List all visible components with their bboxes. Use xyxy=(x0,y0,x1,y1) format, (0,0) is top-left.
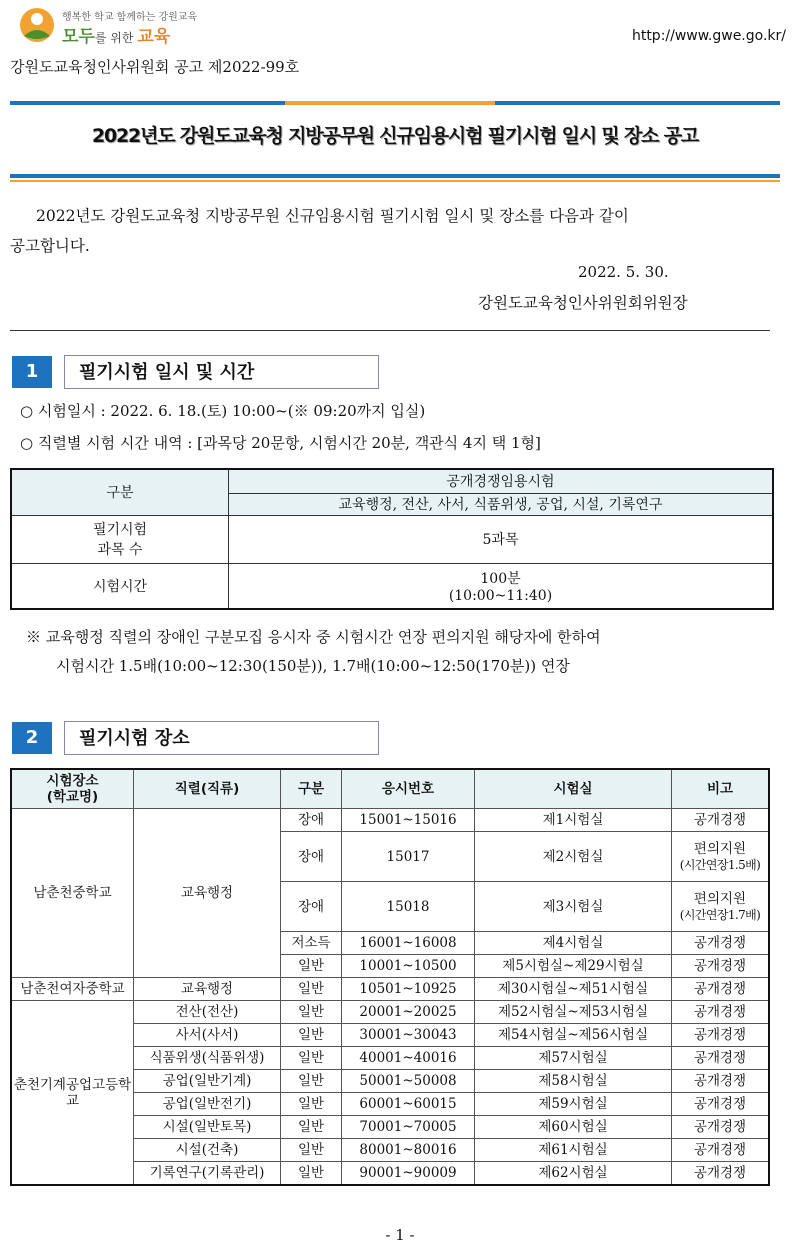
divider-title-bottom-accent xyxy=(10,180,780,182)
table-row: 남춘천중학교 교육행정 장애 15001~15016 제1시험실 공개경쟁 xyxy=(11,809,769,832)
table-row: 저소득 16001~16008 제4시험실 공개경쟁 xyxy=(11,932,769,955)
header-place: 시험장소 (학교명) xyxy=(11,769,134,809)
section1-bullet-time: ○ 직렬별 시험 시간 내역 : [과목당 20문항, 시험시간 20분, 객관식 4지 택 1형] xyxy=(20,434,541,452)
school-cell: 남춘천중학교 xyxy=(11,809,134,978)
header-series: 직렬(직류) xyxy=(134,769,281,809)
section1-note-line-2: 시험시간 1.5배(10:00~12:30(150분)), 1.7배(10:00~12:50(170분)) 연장 xyxy=(56,657,570,675)
section1-title: 필기시험 일시 및 시간 xyxy=(64,355,379,389)
table-row: 일반 10001~10500 제5시험실~제29시험실 공개경쟁 xyxy=(11,955,769,978)
table-row: 기록연구(기록관리) 일반 90001~90009 제62시험실 공개경쟁 xyxy=(11,1162,769,1186)
table-row: 장애 15017 제2시험실 편의지원 (시간연장1.5배) xyxy=(11,832,769,882)
series-cell: 교육행정 xyxy=(134,809,281,978)
table-row: 장애 15018 제3시험실 편의지원 (시간연장1.7배) xyxy=(11,882,769,932)
table-header-series: 교육행정, 전산, 사서, 식품위생, 공업, 시설, 기록연구 xyxy=(229,493,774,515)
table-row: 시설(일반토목) 일반 70001~70005 제60시험실 공개경쟁 xyxy=(11,1116,769,1139)
section2-title: 필기시험 장소 xyxy=(64,721,379,755)
table-header-row xyxy=(11,769,769,809)
intro-line-1: 2022년도 강원도교육청 지방공무원 신규임용시험 필기시험 일시 및 장소를 다음과 같이 xyxy=(36,207,629,225)
section1-note-line-1: ※ 교육행정 직렬의 장애인 구분모집 응시자 중 시험시간 연장 편의지원 해당자에 한하여 xyxy=(26,628,601,646)
notice-date: 2022. 5. 30. xyxy=(578,263,669,281)
exam-time-table xyxy=(10,468,774,610)
signer: 강원도교육청인사위원회위원장 xyxy=(478,294,688,312)
page-title: 2022년도 강원도교육청 지방공무원 신규임용시험 필기시험 일시 및 장소 공고 xyxy=(91,125,699,147)
table-header-category: 구분 xyxy=(11,469,229,515)
divider-rule xyxy=(10,330,770,331)
divider-title-bottom xyxy=(10,174,780,178)
logo-emblem-icon xyxy=(18,6,56,44)
table-row-time-label: 시험시간 xyxy=(11,563,229,609)
table-header-group: 공개경쟁임용시험 xyxy=(229,469,774,493)
notice-number: 강원도교육청인사위원회 공고 제2022-99호 xyxy=(10,58,300,76)
table-row-subjects-value: 5과목 xyxy=(229,515,774,563)
header-room: 시험실 xyxy=(475,769,672,809)
table-row: 사서(사서) 일반 30001~30043 제54시험실~제56시험실 공개경쟁 xyxy=(11,1024,769,1047)
school-cell: 남춘천여자중학교 xyxy=(11,978,134,1001)
table-row: 남춘천여자중학교 교육행정 일반 10501~10925 제30시험실~제51시험실 공개경쟁 xyxy=(11,978,769,1001)
logo-tagline: 행복한 학교 함께하는 강원교육 xyxy=(62,12,198,23)
table-row: 식품위생(식품위생) 일반 40001~40016 제57시험실 공개경쟁 xyxy=(11,1047,769,1070)
page-number: - 1 - xyxy=(385,1226,415,1244)
table-row-time-value: 100분 (10:00~11:40) xyxy=(229,563,774,609)
table-row: 공업(일반전기) 일반 60001~60015 제59시험실 공개경쟁 xyxy=(11,1093,769,1116)
table-row: 시설(건축) 일반 80001~80016 제61시험실 공개경쟁 xyxy=(11,1139,769,1162)
section1-number: 1 xyxy=(12,356,52,388)
table-row-subjects-label: 필기시험 과목 수 xyxy=(11,515,229,563)
header-numbers: 응시번호 xyxy=(342,769,475,809)
divider-top-accent xyxy=(285,101,495,105)
header-type: 구분 xyxy=(281,769,342,809)
logo-text: 모두를 위한 교육 xyxy=(62,27,171,47)
table-row: 춘천기계공업고등학교 전산(전산) 일반 20001~20025 제52시험실~제53시험실 공개경쟁 xyxy=(11,1001,769,1024)
website-url[interactable]: http://www.gwe.go.kr/ xyxy=(631,28,786,44)
section2-number: 2 xyxy=(12,722,52,754)
section1-bullet-date: ○ 시험일시 : 2022. 6. 18.(토) 10:00~(※ 09:20까지 입실) xyxy=(20,402,426,420)
logo xyxy=(18,4,218,48)
school-cell: 춘천기계공업고등학교 xyxy=(11,1001,134,1186)
header-remark: 비고 xyxy=(672,769,770,809)
table-row: 공업(일반기계) 일반 50001~50008 제58시험실 공개경쟁 xyxy=(11,1070,769,1093)
intro-line-2: 공고합니다. xyxy=(10,237,90,255)
exam-location-table xyxy=(10,768,770,1186)
